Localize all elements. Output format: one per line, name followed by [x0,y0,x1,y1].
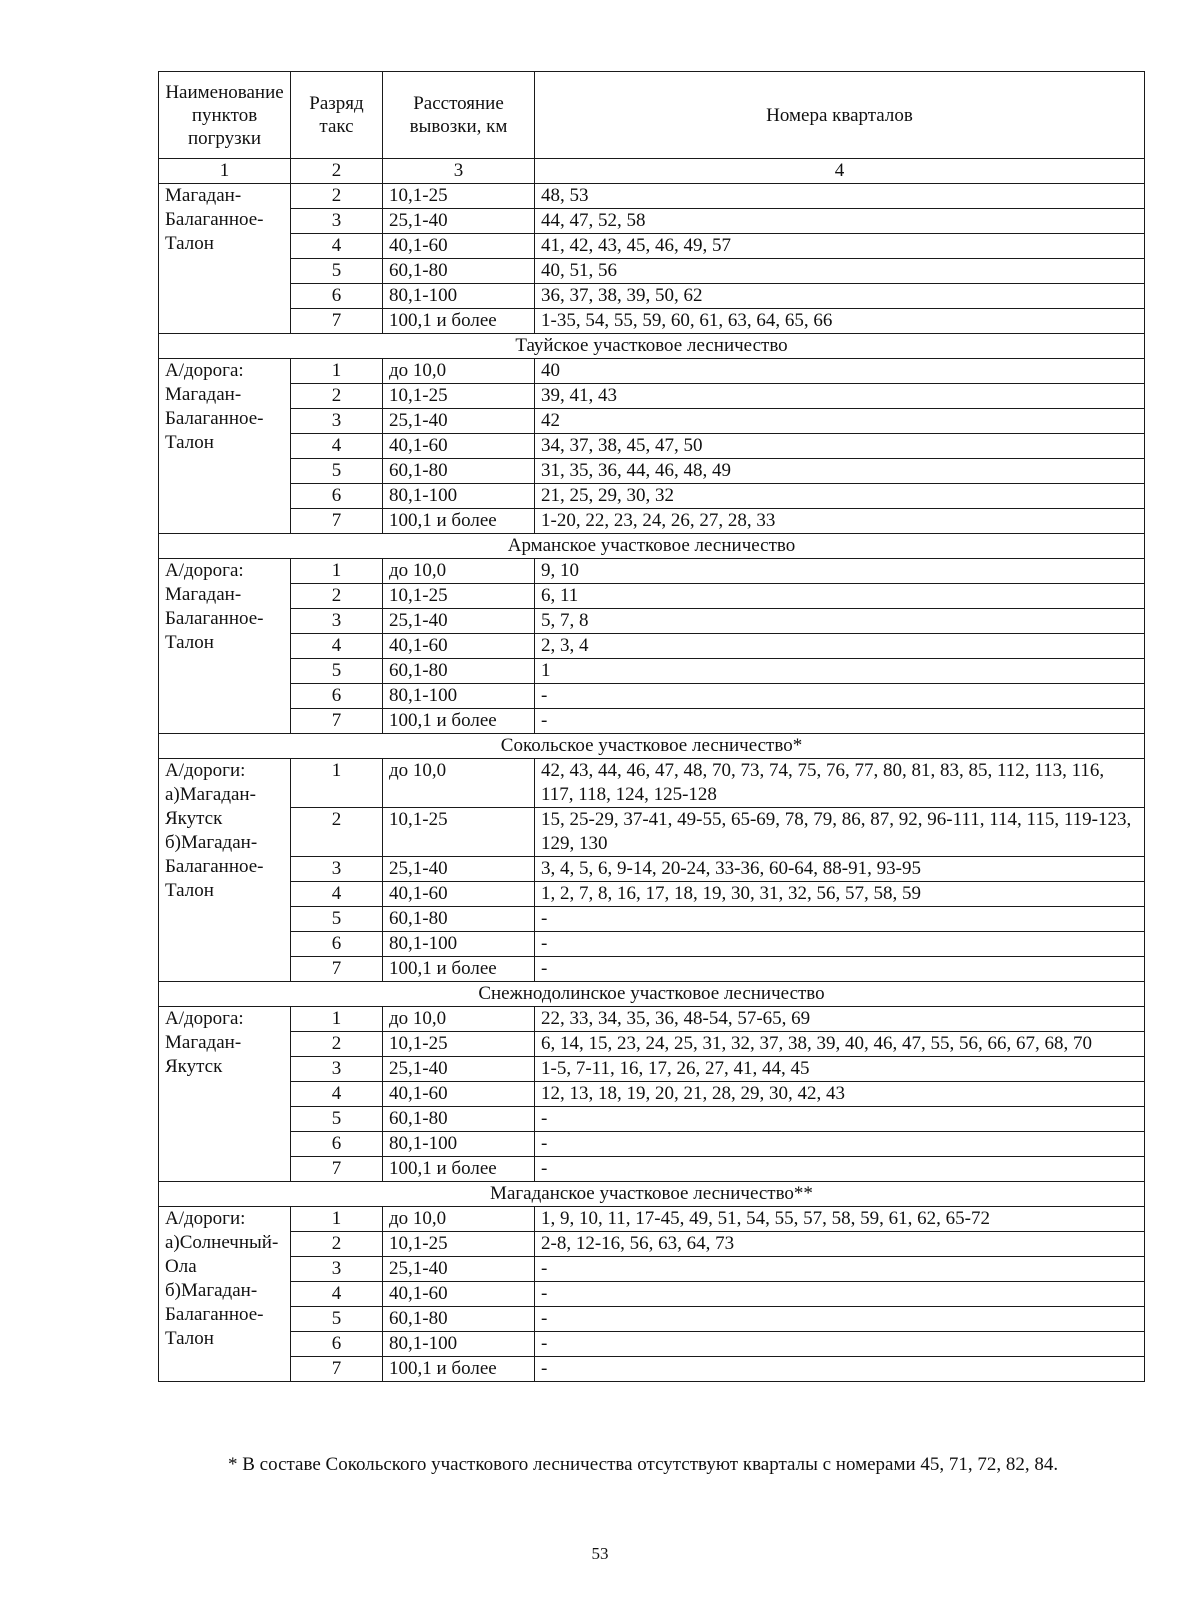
distance-cell: до 10,0 [383,559,535,584]
section-title-row [159,982,1145,1007]
distance-cell: 60,1-80 [383,259,535,284]
distance-cell: 60,1-80 [383,907,535,932]
distance-cell: 100,1 и более [383,957,535,982]
header-distance: Расстояние вывозки, км [383,72,535,159]
distance-cell: 40,1-60 [383,634,535,659]
tax-rank-cell: 6 [291,284,383,309]
quarter-numbers-cell: - [535,957,1145,982]
table-row [159,1282,1145,1307]
column-number: 2 [291,159,383,184]
table-row [159,1057,1145,1082]
tax-rank-cell: 2 [291,808,383,857]
quarter-numbers-cell: 22, 33, 34, 35, 36, 48-54, 57-65, 69 [535,1007,1145,1032]
quarter-numbers-cell: 44, 47, 52, 58 [535,209,1145,234]
quarter-numbers-cell: - [535,932,1145,957]
loading-point-cell: Магадан-Балаганное-Талон [159,184,291,334]
table-row [159,184,1145,209]
distance-cell: до 10,0 [383,359,535,384]
table-row [159,957,1145,982]
distance-cell: 100,1 и более [383,1357,535,1382]
distance-cell: 25,1-40 [383,1057,535,1082]
distance-cell: 80,1-100 [383,1132,535,1157]
table-header-row [159,72,1145,159]
distance-cell: 100,1 и более [383,309,535,334]
quarter-numbers-cell: 6, 14, 15, 23, 24, 25, 31, 32, 37, 38, 39, 40, 46, 47, 55, 56, 66, 67, 68, 70 [535,1032,1145,1057]
table-row [159,634,1145,659]
quarter-numbers-cell: 5, 7, 8 [535,609,1145,634]
tax-rank-cell: 6 [291,684,383,709]
tax-rank-cell: 1 [291,559,383,584]
table-row [159,1332,1145,1357]
distance-cell: 60,1-80 [383,459,535,484]
distance-cell: 40,1-60 [383,434,535,459]
tax-rank-cell: 7 [291,1157,383,1182]
tax-rank-cell: 3 [291,409,383,434]
table-row [159,1207,1145,1232]
table-row [159,234,1145,259]
tax-rank-cell: 3 [291,609,383,634]
quarter-numbers-cell: 9, 10 [535,559,1145,584]
quarter-numbers-cell: 36, 37, 38, 39, 50, 62 [535,284,1145,309]
loading-point-cell: А/дороги: а)Солнечный- Ола б)Магадан-Балаганное-Талон [159,1207,291,1382]
distance-cell: 25,1-40 [383,409,535,434]
loading-point-cell: А/дороги: а)Магадан-Якутск б)Магадан-Балаганное-Талон [159,759,291,982]
table-row [159,1082,1145,1107]
distance-cell: 25,1-40 [383,209,535,234]
tax-rank-cell: 5 [291,659,383,684]
distance-cell: 10,1-25 [383,384,535,409]
tax-rank-cell: 2 [291,1232,383,1257]
table-row [159,409,1145,434]
table-row [159,209,1145,234]
tax-rank-cell: 7 [291,509,383,534]
table-row [159,384,1145,409]
quarter-numbers-cell: 21, 25, 29, 30, 32 [535,484,1145,509]
quarter-numbers-cell: - [535,1257,1145,1282]
table-row [159,709,1145,734]
distance-cell: до 10,0 [383,1207,535,1232]
quarter-numbers-cell: - [535,1132,1145,1157]
table-row [159,484,1145,509]
quarter-numbers-cell: 2, 3, 4 [535,634,1145,659]
table-row [159,1357,1145,1382]
tax-rank-cell: 4 [291,1082,383,1107]
table-row [159,684,1145,709]
table-row [159,609,1145,634]
quarter-numbers-cell: 48, 53 [535,184,1145,209]
distance-cell: 10,1-25 [383,808,535,857]
distance-cell: 40,1-60 [383,1082,535,1107]
quarter-numbers-cell: - [535,1307,1145,1332]
section-title: Арманское участковое лесничество [159,534,1145,559]
footnote: * В составе Сокольского участкового лесничества отсутствуют кварталы с номерами 45, 71, 72, 82, 84. [228,1454,1059,1475]
table-row [159,459,1145,484]
tax-rank-cell: 7 [291,709,383,734]
table-row [159,559,1145,584]
tax-rank-cell: 4 [291,434,383,459]
section-title-row [159,334,1145,359]
tax-rank-cell: 6 [291,1132,383,1157]
table-row [159,1157,1145,1182]
distance-cell: 100,1 и более [383,509,535,534]
loading-point-cell: А/дорога: Магадан-Балаганное-Талон [159,359,291,534]
tax-rank-cell: 4 [291,234,383,259]
tax-rank-cell: 4 [291,634,383,659]
distance-cell: 40,1-60 [383,234,535,259]
quarter-numbers-cell: 2-8, 12-16, 56, 63, 64, 73 [535,1232,1145,1257]
section-title-row [159,1182,1145,1207]
quarter-numbers-cell: 34, 37, 38, 45, 47, 50 [535,434,1145,459]
distance-cell: 10,1-25 [383,584,535,609]
distance-cell: 10,1-25 [383,184,535,209]
quarter-numbers-cell: 1-5, 7-11, 16, 17, 26, 27, 41, 44, 45 [535,1057,1145,1082]
quarter-numbers-cell: 3, 4, 5, 6, 9-14, 20-24, 33-36, 60-64, 88-91, 93-95 [535,857,1145,882]
table-row [159,882,1145,907]
table-row [159,359,1145,384]
distance-cell: 10,1-25 [383,1232,535,1257]
tax-rank-cell: 1 [291,359,383,384]
tax-rank-cell: 5 [291,907,383,932]
tax-rank-cell: 4 [291,882,383,907]
quarter-numbers-cell: 15, 25-29, 37-41, 49-55, 65-69, 78, 79, 86, 87, 92, 96-111, 114, 115, 119-123, 129, 130 [535,808,1145,857]
table-row [159,284,1145,309]
quarter-numbers-cell: 1-35, 54, 55, 59, 60, 61, 63, 64, 65, 66 [535,309,1145,334]
quarter-numbers-cell: - [535,907,1145,932]
tax-rank-cell: 5 [291,1107,383,1132]
quarter-numbers-cell: 42, 43, 44, 46, 47, 48, 70, 73, 74, 75, 76, 77, 80, 81, 83, 85, 112, 113, 116, 117, 118, 124, 125-128 [535,759,1145,808]
quarter-numbers-cell: 1-20, 22, 23, 24, 26, 27, 28, 33 [535,509,1145,534]
quarter-numbers-cell: 31, 35, 36, 44, 46, 48, 49 [535,459,1145,484]
quarter-numbers-cell: - [535,1282,1145,1307]
section-title: Сокольское участковое лесничество* [159,734,1145,759]
distance-cell: 25,1-40 [383,857,535,882]
tax-rank-cell: 2 [291,1032,383,1057]
quarter-numbers-cell: - [535,709,1145,734]
table-row [159,808,1145,857]
column-number: 4 [535,159,1145,184]
quarter-numbers-cell: 41, 42, 43, 45, 46, 49, 57 [535,234,1145,259]
tax-rank-cell: 3 [291,857,383,882]
distance-cell: 100,1 и более [383,1157,535,1182]
distance-cell: 25,1-40 [383,609,535,634]
table-row [159,259,1145,284]
distance-cell: 10,1-25 [383,1032,535,1057]
tax-rank-cell: 7 [291,1357,383,1382]
tax-rank-cell: 4 [291,1282,383,1307]
distance-cell: до 10,0 [383,759,535,808]
tax-rank-cell: 3 [291,1057,383,1082]
quarter-numbers-cell: 1, 2, 7, 8, 16, 17, 18, 19, 30, 31, 32, 56, 57, 58, 59 [535,882,1145,907]
table-row [159,907,1145,932]
distance-cell: до 10,0 [383,1007,535,1032]
tax-rank-cell: 1 [291,1007,383,1032]
section-title-row [159,534,1145,559]
tax-rank-cell: 7 [291,309,383,334]
distance-cell: 60,1-80 [383,1307,535,1332]
header-quarter-numbers: Номера кварталов [535,72,1145,159]
page-number: 53 [591,1544,609,1563]
distance-cell: 100,1 и более [383,709,535,734]
section-title: Снежнодолинское участковое лесничество [159,982,1145,1007]
quarter-numbers-cell: - [535,1357,1145,1382]
distance-cell: 60,1-80 [383,659,535,684]
quarter-numbers-cell: - [535,1332,1145,1357]
quarter-numbers-cell: 40 [535,359,1145,384]
quarter-numbers-cell: 39, 41, 43 [535,384,1145,409]
distance-cell: 80,1-100 [383,1332,535,1357]
tax-rank-cell: 2 [291,184,383,209]
tax-rank-cell: 1 [291,1207,383,1232]
tax-rank-cell: 3 [291,209,383,234]
distance-cell: 60,1-80 [383,1107,535,1132]
table-row [159,1032,1145,1057]
table-row [159,857,1145,882]
tax-rank-cell: 5 [291,259,383,284]
distance-cell: 40,1-60 [383,1282,535,1307]
distance-cell: 80,1-100 [383,484,535,509]
quarter-numbers-cell: 12, 13, 18, 19, 20, 21, 28, 29, 30, 42, 43 [535,1082,1145,1107]
table-row [159,584,1145,609]
table-row [159,1257,1145,1282]
table-body [159,184,1145,1382]
tax-rank-cell: 5 [291,1307,383,1332]
tax-rank-cell: 6 [291,484,383,509]
distance-cell: 80,1-100 [383,284,535,309]
logging-rates-table [158,71,1145,1382]
table-row [159,309,1145,334]
tax-rank-cell: 6 [291,932,383,957]
distance-cell: 80,1-100 [383,684,535,709]
table-row [159,509,1145,534]
tax-rank-cell: 7 [291,957,383,982]
table-row [159,759,1145,808]
section-title-row [159,734,1145,759]
distance-cell: 80,1-100 [383,932,535,957]
distance-cell: 25,1-40 [383,1257,535,1282]
column-number-row [159,159,1145,184]
header-loading-points: Наименование пунктов погрузки [159,72,291,159]
quarter-numbers-cell: 40, 51, 56 [535,259,1145,284]
section-title: Магаданское участковое лесничество** [159,1182,1145,1207]
quarter-numbers-cell: 6, 11 [535,584,1145,609]
tax-rank-cell: 6 [291,1332,383,1357]
table-row [159,659,1145,684]
column-number: 1 [159,159,291,184]
table-row [159,1007,1145,1032]
table-row [159,1307,1145,1332]
quarter-numbers-cell: - [535,684,1145,709]
tax-rank-cell: 3 [291,1257,383,1282]
distance-cell: 40,1-60 [383,882,535,907]
tax-rank-cell: 5 [291,459,383,484]
quarter-numbers-cell: - [535,1157,1145,1182]
column-number: 3 [383,159,535,184]
quarter-numbers-cell: 1 [535,659,1145,684]
table-row [159,434,1145,459]
loading-point-cell: А/дорога: Магадан-Балаганное-Талон [159,559,291,734]
tax-rank-cell: 1 [291,759,383,808]
loading-point-cell: А/дорога: Магадан-Якутск [159,1007,291,1182]
section-title: Тауйское участковое лесничество [159,334,1145,359]
table-row [159,932,1145,957]
table-row [159,1132,1145,1157]
table-row [159,1232,1145,1257]
tax-rank-cell: 2 [291,384,383,409]
quarter-numbers-cell: - [535,1107,1145,1132]
header-tax-rank: Разряд такс [291,72,383,159]
table-row [159,1107,1145,1132]
quarter-numbers-cell: 1, 9, 10, 11, 17-45, 49, 51, 54, 55, 57, 58, 59, 61, 62, 65-72 [535,1207,1145,1232]
quarter-numbers-cell: 42 [535,409,1145,434]
tax-rank-cell: 2 [291,584,383,609]
